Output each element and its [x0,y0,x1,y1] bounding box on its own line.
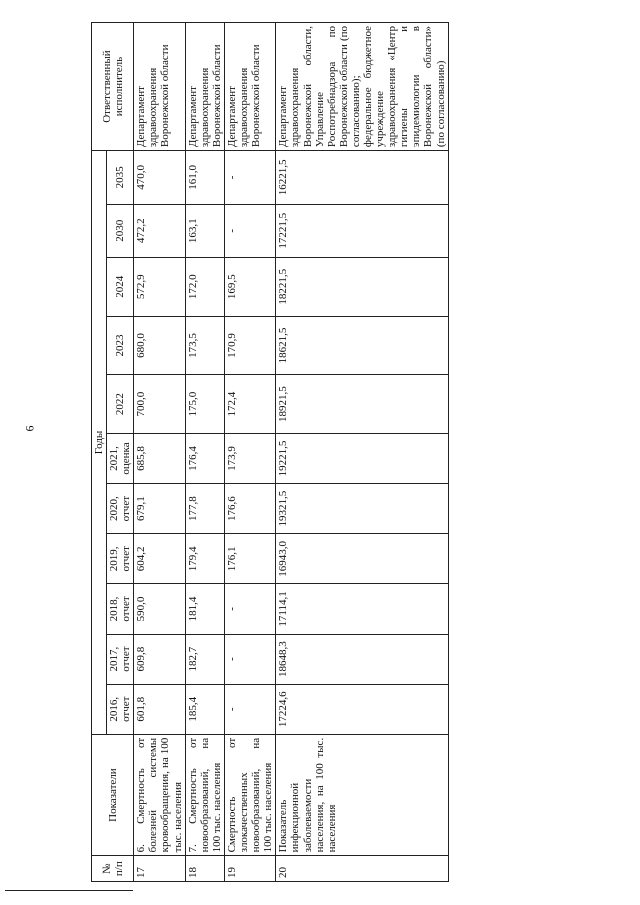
header-responsible: Ответственный исполнитель [92,23,134,151]
row-value: 18221,5 [276,257,448,316]
rotated-table-container [91,22,613,882]
footnote-divider [5,890,133,891]
row-num: 19 [224,856,275,882]
header-year: 2024 [107,257,134,316]
row-value: 177,8 [185,484,224,534]
row-value: 17221,5 [276,204,448,257]
row-value: 176,6 [224,484,275,534]
page-number: 6 [22,425,37,432]
table-row [185,23,224,882]
row-responsible: Департамент здравоохранения Воронежской области, Управление Роспотребнадзора по Воронежской области (по согласованию); федеральное бюджетное учреждение здравоохранения «Центр гигиены и эпидемиологии в Воронежской области» (по согласованию) [276,23,448,151]
header-year: 2018, отчет [107,584,134,634]
row-value: 700,0 [134,375,185,434]
header-year: 2020, отчет [107,484,134,534]
row-value: 173,5 [185,316,224,375]
row-value: 17224,6 [276,684,448,734]
header-year: 2021, оценка [107,433,134,483]
row-num: 17 [134,856,185,882]
row-value: 472,2 [134,204,185,257]
table-row [134,23,185,882]
row-value: 179,4 [185,534,224,584]
row-value: 590,0 [134,584,185,634]
row-value: - [224,584,275,634]
row-value: 18921,5 [276,375,448,434]
row-value: 161,0 [185,151,224,205]
row-value: 685,8 [134,433,185,483]
row-value: 18648,3 [276,634,448,684]
header-year: 2023 [107,316,134,375]
row-value: 172,4 [224,375,275,434]
row-responsible: Департамент здравоохранения Воронежской области [224,23,275,151]
row-value: 16943,0 [276,534,448,584]
header-year: 2019, отчет [107,534,134,584]
row-num: 20 [276,856,448,882]
row-responsible: Департамент здравоохранения Воронежской области [134,23,185,151]
row-indicator: Показатель инфекционной заболеваемости населения, на 100 тыс. населения [276,734,448,856]
header-year: 2022 [107,375,134,434]
header-year: 2016, отчет [107,684,134,734]
row-indicator: Смертность от злокачественных новообразований, на 100 тыс. населения [224,734,275,856]
row-value: - [224,684,275,734]
row-value: 163,1 [185,204,224,257]
row-value: 572,9 [134,257,185,316]
row-value: 182,7 [185,634,224,684]
row-indicator: 6. Смертность от болезней системы кровообращения, на 100 тыс. населения [134,734,185,856]
row-value: 17114,1 [276,584,448,634]
row-indicator: 7. Смертность от новообразований, на 100 тыс. населения [185,734,224,856]
row-value: 604,2 [134,534,185,584]
row-value: 176,4 [185,433,224,483]
row-value: 18621,5 [276,316,448,375]
row-value: - [224,204,275,257]
row-value: 175,0 [185,375,224,434]
row-value: 680,0 [134,316,185,375]
row-value: 181,4 [185,584,224,634]
row-value: 170,9 [224,316,275,375]
row-num: 18 [185,856,224,882]
row-value: 601,8 [134,684,185,734]
row-responsible: Департамент здравоохранения Воронежской области [185,23,224,151]
header-year: 2030 [107,204,134,257]
header-row-1 [92,23,107,882]
row-value: - [224,634,275,684]
row-value: 172,0 [185,257,224,316]
header-year: 2035 [107,151,134,205]
row-value: 609,8 [134,634,185,684]
table-row [224,23,275,882]
row-value: 470,0 [134,151,185,205]
row-value: 169,5 [224,257,275,316]
row-value: 19321,5 [276,484,448,534]
row-value: 173,9 [224,433,275,483]
header-year: 2017, отчет [107,634,134,684]
header-years-group: Годы [92,151,107,735]
row-value: 16221,5 [276,151,448,205]
table-row [276,23,448,882]
row-value: 185,4 [185,684,224,734]
header-num: № п/п [92,856,134,882]
row-value: - [224,151,275,205]
row-value: 679,1 [134,484,185,534]
header-indicator: Показатели [92,734,134,856]
row-value: 19221,5 [276,433,448,483]
row-value: 176,1 [224,534,275,584]
indicators-table [91,22,449,882]
